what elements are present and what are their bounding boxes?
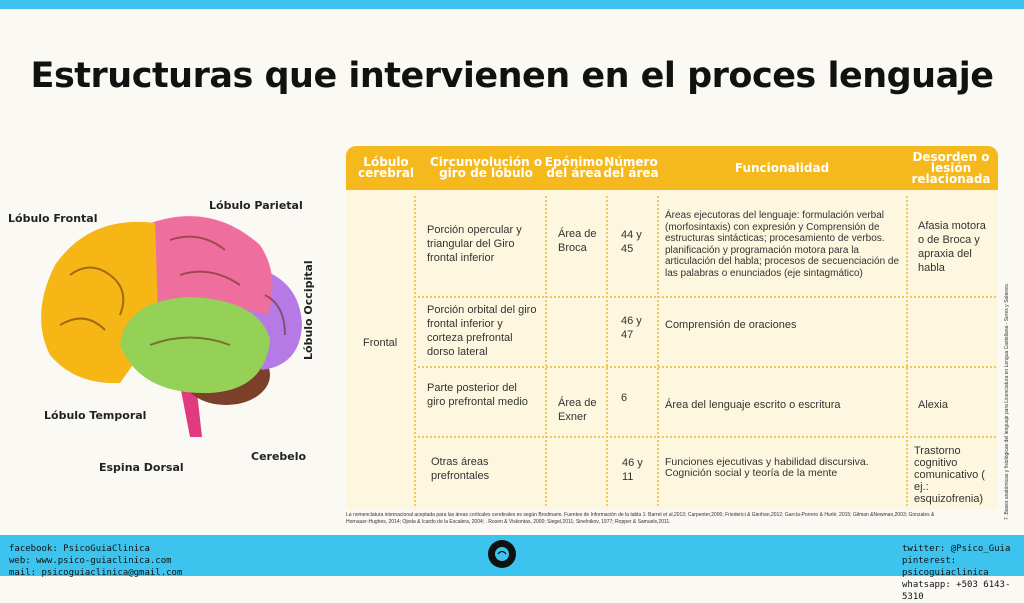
footer-whatsapp[interactable]: whatsapp: +503 6143-5310 xyxy=(902,580,1011,602)
cell-funcion-row1: Áreas ejecutoras del lenguaje: formulación verbal (morfosintaxis) con expresión y Comprensión de estructuras sintácticas; procesamiento de verbos. planificación y programación motora para la articulación del habla; procesos de secuenciación de las palabras o enunciados (eje sintagmático) xyxy=(665,210,900,279)
side-note: 7. Bases anatómicas y fisiológicas del lenguaje para Licenciatura en Lengua Castellana - Seres y Saberes. xyxy=(1004,282,1010,520)
footer-contact-left xyxy=(9,543,182,579)
brain-illustration xyxy=(30,205,310,440)
cell-numero-row4: 46 y 11 xyxy=(622,457,643,483)
header-lobulo: Lóbulo cerebral xyxy=(357,155,415,180)
temporal-shape xyxy=(120,297,270,393)
label-lobulo-temporal: Lóbulo Temporal xyxy=(44,409,147,422)
label-espina-dorsal: Espina Dorsal xyxy=(99,461,184,474)
cell-giro-row2: Porción orbital del giro frontal inferior y corteza prefrontal dorso lateral xyxy=(427,304,537,358)
header-giro: Circunvolución o giro de lóbulo xyxy=(429,155,543,180)
footer-mail[interactable]: mail: psicoguiaclinica@gmail.com xyxy=(9,568,183,578)
header-funcionalidad: Funcionalidad xyxy=(734,160,830,175)
page-title: Estructuras que intervienen en el proces lenguaje xyxy=(30,56,994,96)
cell-funcion-row2: Comprensión de oraciones xyxy=(665,319,797,331)
cell-desorden-row3: Alexia xyxy=(918,399,948,411)
cell-numero-row2: 46 y 47 xyxy=(621,315,642,341)
table-header xyxy=(346,146,998,190)
top-bar xyxy=(0,0,1024,9)
footer-contact-right xyxy=(902,543,1024,603)
footer-web[interactable]: web: www.psico-guiaclinica.com xyxy=(9,556,172,566)
header-desorden: Desorden o lesión relacionada xyxy=(911,149,991,186)
header-eponimo: Epónimo del área xyxy=(544,155,604,180)
column-divider xyxy=(606,196,608,506)
footer-pinterest[interactable]: pinterest: psicoguiaclinica xyxy=(902,556,989,578)
cell-eponimo-row1: Área de Broca xyxy=(558,228,597,254)
label-lobulo-parietal: Lóbulo Parietal xyxy=(209,199,303,212)
header-numero: Número del área xyxy=(603,155,659,180)
cell-lobulo: Frontal xyxy=(363,337,398,349)
label-lobulo-occipital: Lóbulo Occipital xyxy=(302,260,315,360)
footer-twitter[interactable]: twitter: @Psico_Guia xyxy=(902,544,1011,554)
label-cerebelo: Cerebelo xyxy=(251,450,307,463)
cell-desorden-row4: Trastorno cognitivo comunicativo ( ej.: esquizofrenia) xyxy=(914,445,985,505)
cell-eponimo-row3: Área de Exner xyxy=(558,397,597,423)
cell-funcion-row3: Área del lenguaje escrito o escritura xyxy=(665,399,841,411)
row-divider xyxy=(418,366,996,368)
cell-funcion-row4: Funciones ejecutivas y habilidad discursiva. Cognición social y teoría de la mente xyxy=(665,456,869,479)
cell-giro-row4: Otras áreas prefrontales xyxy=(431,456,490,482)
cell-giro-row1: Porción opercular y triangular del Giro frontal inferior xyxy=(427,224,522,264)
cell-desorden-row1: Afasia motora o de Broca y apraxia del habla xyxy=(918,220,986,274)
column-divider xyxy=(545,196,547,506)
cell-giro-row3: Parte posterior del giro prefrontal medio xyxy=(427,382,528,408)
column-divider xyxy=(906,196,908,506)
footer-facebook[interactable]: facebook: PsicoGuiaClinica xyxy=(9,544,150,554)
cell-numero-row1: 44 y 45 xyxy=(621,229,642,255)
label-lobulo-frontal: Lóbulo Frontal xyxy=(8,212,98,225)
row-divider xyxy=(418,436,996,438)
column-divider xyxy=(657,196,659,506)
row-divider xyxy=(418,296,996,298)
sources-note: La nomenclatura internacional aceptada para las áreas corticales cerebrales es según Brodmann. Fuentes de Información de la tabla 1: Barret et al,2013; Carpenter,2000; Friederici & Gierhan,2012; García-Porrero & Hurlé, 2015; Gilman &Newman,2003; Gonzales & Hornauer-Hughes, 2014; Ojeda & Icardo de la Escalera, 2004; . Rosen & Viskontas, 2000; Siegel,2011; Sinelnikov, 1977; Ropper & Samuels,2011. xyxy=(346,512,935,525)
column-divider xyxy=(414,196,416,506)
logo xyxy=(488,540,516,568)
cell-numero-row3: 6 xyxy=(621,392,628,404)
brain-logo-icon xyxy=(493,545,511,563)
